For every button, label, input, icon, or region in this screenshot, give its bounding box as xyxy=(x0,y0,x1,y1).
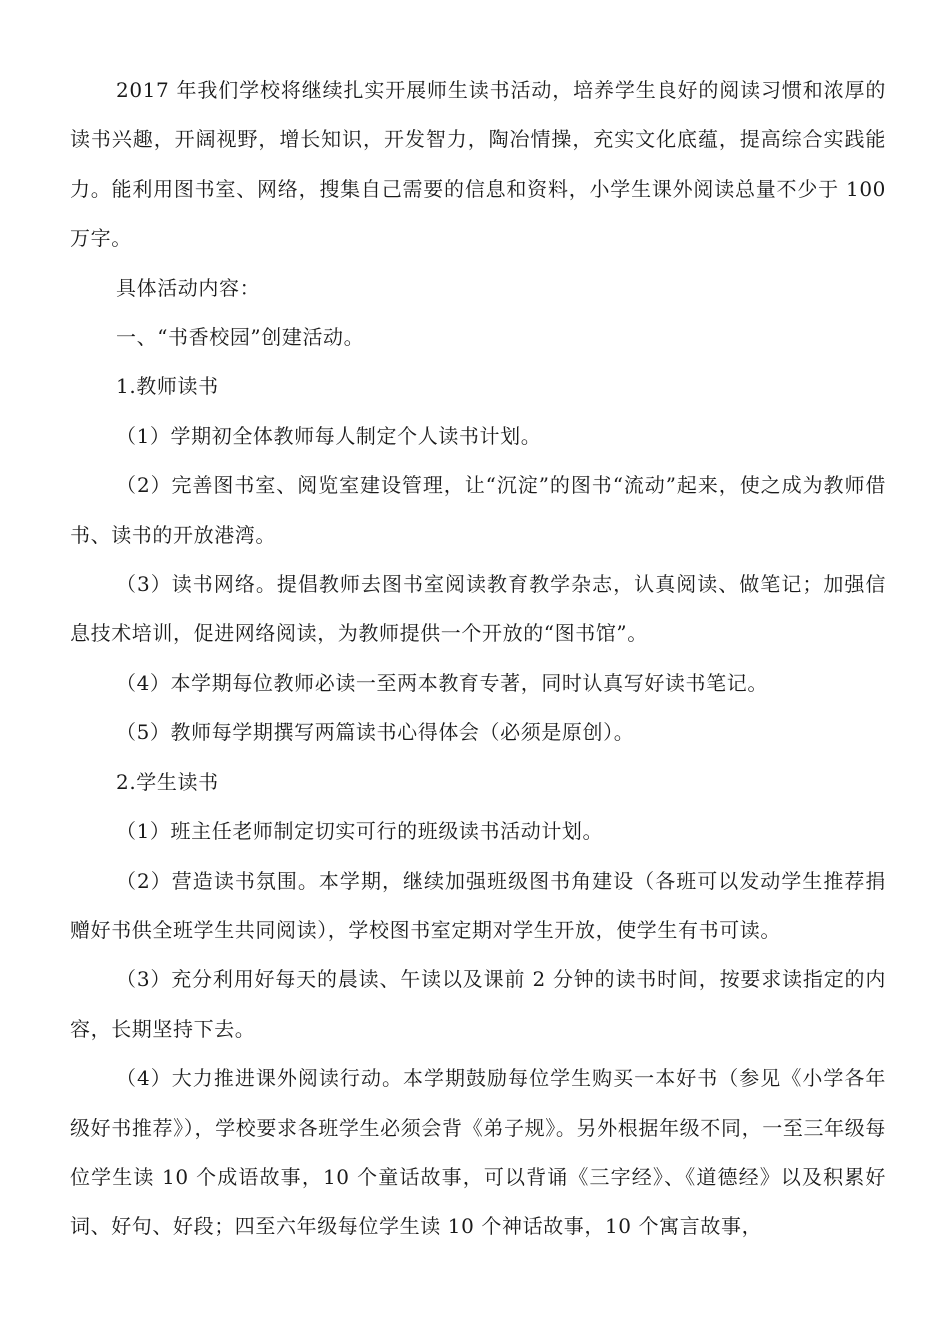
subsection-student-reading: 2.学生读书 xyxy=(116,769,219,794)
teacher-item-3: （3）读书网络。提倡教师去图书室阅读教育教学杂志，认真阅读、做笔记；加强信息技术培训，促进网络阅读，为教师提供一个开放的“图书馆”。 xyxy=(70,572,886,646)
teacher-item-4: （4）本学期每位教师必读一至两本教育专著，同时认真写好读书笔记。 xyxy=(116,670,768,695)
section-heading-1: 一、“书香校园”创建活动。 xyxy=(116,325,365,350)
student-item-2: （2）营造读书氛围。本学期，继续加强班级图书角建设（各班可以发动学生推荐捐赠好书供全班学生共同阅读），学校图书室定期对学生开放，使学生有书可读。 xyxy=(70,868,886,942)
subsection-teacher-reading: 1.教师读书 xyxy=(116,374,219,399)
paragraph-activity-heading: 具体活动内容： xyxy=(116,275,261,300)
paragraph-intro: 2017 年我们学校将继续扎实开展师生读书活动，培养学生良好的阅读习惯和浓厚的读书兴趣，开阔视野，增长知识，开发智力，陶冶情操，充实文化底蕴，提高综合实践能力。能利用图书室、网络，搜集自己需要的信息和资料，小学生课外阅读总量不少于 100 万字。 xyxy=(70,78,886,251)
document-page xyxy=(70,66,886,1252)
teacher-item-2: （2）完善图书室、阅览室建设管理，让“沉淀”的图书“流动”起来，使之成为教师借书、读书的开放港湾。 xyxy=(70,473,886,547)
teacher-item-1: （1）学期初全体教师每人制定个人读书计划。 xyxy=(116,423,542,448)
student-item-4: （4）大力推进课外阅读行动。本学期鼓励每位学生购买一本好书（参见《小学各年级好书推荐》），学校要求各班学生必须会背《弟子规》。另外根据年级不同，一至三年级每位学生读 10 个成语故事，10 个童话故事，可以背诵《三字经》、《道德经》以及积累好词、好句、好段；四至六年级每位学生读 10 个神话故事，10 个寓言故事， xyxy=(70,1066,886,1239)
teacher-item-5: （5）教师每学期撰写两篇读书心得体会（必须是原创）。 xyxy=(116,720,635,745)
student-item-3: （3）充分利用好每天的晨读、午读以及课前 2 分钟的读书时间，按要求读指定的内容，长期坚持下去。 xyxy=(70,967,886,1041)
student-item-1: （1）班主任老师制定切实可行的班级读书活动计划。 xyxy=(116,819,604,844)
